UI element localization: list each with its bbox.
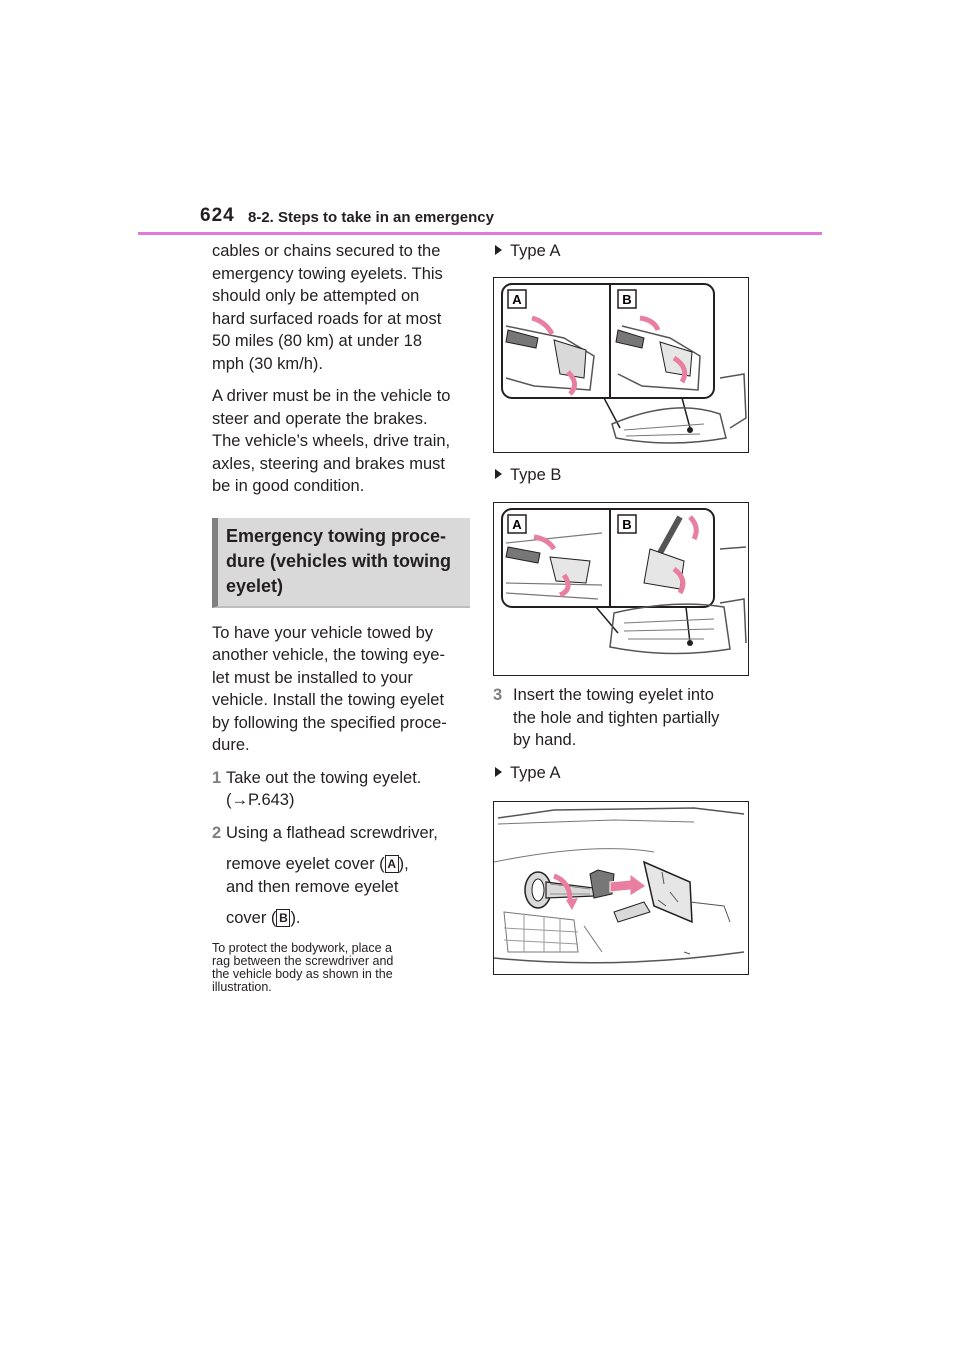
page-reference-link[interactable]: (→P.643) [226,791,295,809]
step-1: 1 Take out the towing eyelet. (→P.643) [212,767,470,812]
step-3: 3 Insert the towing eyelet into the hole and tighten partially by hand. [493,686,720,749]
callout-b: B [276,909,290,927]
type-a-label-2: Type A [493,762,753,784]
intro-paragraph: cables or chains secured to the emergency towing eyelets. This should only be attempted on hard surfaced roads for at most 50 miles (80 km) at under 18 mph (30 km/h). [212,242,443,373]
left-column [212,240,470,994]
figure-callout-a: A [512,292,522,307]
type-a-label: Type A [493,240,753,262]
step-number: 3 [493,686,503,704]
eyelet-insertion-figure [493,801,749,975]
note-text: To protect the bodywork, place a rag between the screwdriver and the vehicle body as shown in the illustration. [212,940,394,994]
step-2: 2 Using a flathead screwdriver, remove eyelet cover ( A ), and then remove eyelet cover ( B ). [212,823,438,927]
triangle-bullet-icon [495,469,502,479]
callout-a: A [385,855,399,873]
svg-text:A: A [512,517,522,532]
procedure-paragraph: To have your vehicle towed by another vehicle, the towing eye- let must be installed to your vehicle. Install the towing eyelet by following the specified proce- dure. [212,623,447,754]
step-number: 1 [212,768,222,787]
header-rule [138,232,822,235]
type-b-cover-removal-figure [493,502,749,676]
type-b-label: Type B [493,464,753,486]
type-a-cover-removal-figure [493,277,749,453]
figure-callout-b: B [622,292,632,307]
step-number: 2 [212,823,222,842]
svg-text:B: B [622,517,632,532]
right-column [493,240,753,975]
triangle-bullet-icon [495,245,502,255]
driver-paragraph: A driver must be in the vehicle to steer and operate the brakes. The vehicle’s wheels, drive train, axles, steering and brakes must be in good condition. [212,387,451,495]
section-title: 8-2. Steps to take in an emergency [248,209,494,226]
triangle-bullet-icon [495,767,502,777]
arrow-right-icon [610,874,646,896]
section-heading: Emergency towing proce- dure (vehicles with towing eyelet) [212,518,470,608]
page-number: 624 [200,205,235,226]
